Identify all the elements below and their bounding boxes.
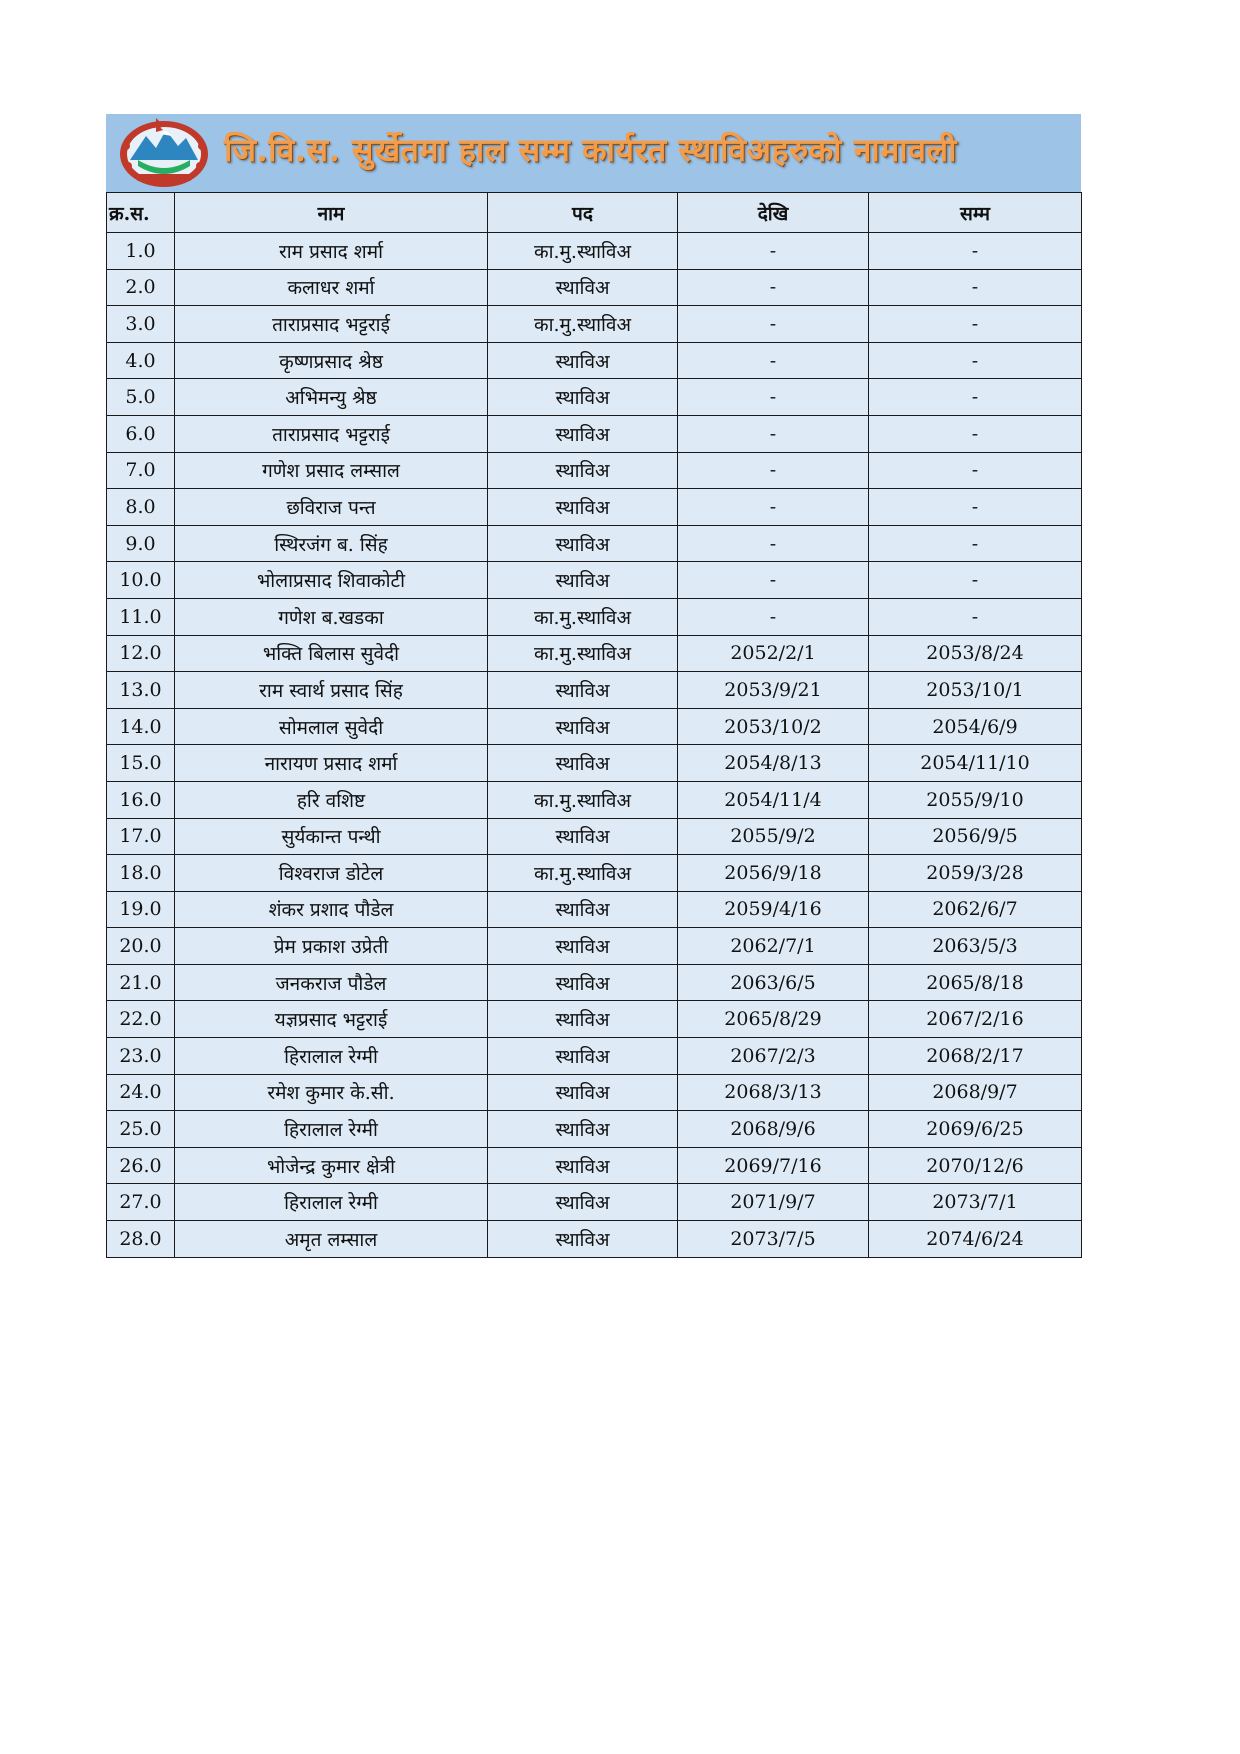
cell-from: 2065/8/29 bbox=[678, 1001, 869, 1038]
cell-serial: 7.0 bbox=[107, 452, 175, 489]
cell-serial: 5.0 bbox=[107, 379, 175, 416]
cell-name: अभिमन्यु श्रेष्ठ bbox=[175, 379, 488, 416]
cell-name: भोजेन्द्र कुमार क्षेत्री bbox=[175, 1147, 488, 1184]
cell-name: कृष्णप्रसाद श्रेष्ठ bbox=[175, 342, 488, 379]
cell-name: हिरालाल रेग्मी bbox=[175, 1111, 488, 1148]
cell-from: 2059/4/16 bbox=[678, 891, 869, 928]
cell-serial: 2.0 bbox=[107, 269, 175, 306]
cell-post: स्थाविअ bbox=[488, 1074, 678, 1111]
cell-serial: 16.0 bbox=[107, 781, 175, 818]
table-row bbox=[107, 891, 1082, 928]
cell-from: 2062/7/1 bbox=[678, 928, 869, 965]
table-row bbox=[107, 1074, 1082, 1111]
cell-serial: 15.0 bbox=[107, 745, 175, 782]
cell-serial: 17.0 bbox=[107, 818, 175, 855]
cell-name: सोमलाल सुवेदी bbox=[175, 708, 488, 745]
cell-to: - bbox=[869, 489, 1082, 526]
header-name: नाम bbox=[175, 193, 488, 233]
table-row bbox=[107, 1221, 1082, 1258]
cell-post: का.मु.स्थाविअ bbox=[488, 635, 678, 672]
cell-from: 2052/2/1 bbox=[678, 635, 869, 672]
cell-from: 2056/9/18 bbox=[678, 855, 869, 892]
cell-from: 2063/6/5 bbox=[678, 964, 869, 1001]
cell-from: - bbox=[678, 598, 869, 635]
header-post: पद bbox=[488, 193, 678, 233]
cell-from: 2069/7/16 bbox=[678, 1147, 869, 1184]
cell-post: स्थाविअ bbox=[488, 1001, 678, 1038]
cell-post: स्थाविअ bbox=[488, 708, 678, 745]
cell-to: 2062/6/7 bbox=[869, 891, 1082, 928]
cell-serial: 22.0 bbox=[107, 1001, 175, 1038]
table-row bbox=[107, 635, 1082, 672]
table-row bbox=[107, 379, 1082, 416]
cell-serial: 14.0 bbox=[107, 708, 175, 745]
cell-name: स्थिरजंग ब. सिंह bbox=[175, 525, 488, 562]
cell-from: 2067/2/3 bbox=[678, 1038, 869, 1075]
cell-name: जनकराज पौडेल bbox=[175, 964, 488, 1001]
nepal-emblem-icon bbox=[116, 116, 212, 190]
cell-serial: 8.0 bbox=[107, 489, 175, 526]
cell-from: - bbox=[678, 525, 869, 562]
cell-post: स्थाविअ bbox=[488, 928, 678, 965]
cell-name: ताराप्रसाद भट्टराई bbox=[175, 306, 488, 343]
table-row bbox=[107, 855, 1082, 892]
cell-to: 2065/8/18 bbox=[869, 964, 1082, 1001]
table-row bbox=[107, 928, 1082, 965]
table-row bbox=[107, 562, 1082, 599]
cell-name: राम प्रसाद शर्मा bbox=[175, 233, 488, 270]
cell-name: गणेश ब.खडका bbox=[175, 598, 488, 635]
table-row bbox=[107, 269, 1082, 306]
cell-to: - bbox=[869, 269, 1082, 306]
cell-to: 2070/12/6 bbox=[869, 1147, 1082, 1184]
cell-name: यज्ञप्रसाद भट्टराई bbox=[175, 1001, 488, 1038]
cell-serial: 4.0 bbox=[107, 342, 175, 379]
table-row bbox=[107, 1038, 1082, 1075]
cell-post: का.मु.स्थाविअ bbox=[488, 855, 678, 892]
title-banner bbox=[106, 114, 1081, 192]
cell-serial: 1.0 bbox=[107, 233, 175, 270]
cell-from: 2073/7/5 bbox=[678, 1221, 869, 1258]
cell-post: स्थाविअ bbox=[488, 415, 678, 452]
cell-to: 2054/11/10 bbox=[869, 745, 1082, 782]
cell-to: - bbox=[869, 233, 1082, 270]
cell-name: कलाधर शर्मा bbox=[175, 269, 488, 306]
cell-post: स्थाविअ bbox=[488, 672, 678, 709]
cell-serial: 13.0 bbox=[107, 672, 175, 709]
cell-to: 2073/7/1 bbox=[869, 1184, 1082, 1221]
cell-post: स्थाविअ bbox=[488, 1038, 678, 1075]
table-row bbox=[107, 525, 1082, 562]
cell-to: 2055/9/10 bbox=[869, 781, 1082, 818]
cell-name: शंकर प्रशाद पौडेल bbox=[175, 891, 488, 928]
cell-to: 2053/8/24 bbox=[869, 635, 1082, 672]
cell-post: का.मु.स्थाविअ bbox=[488, 233, 678, 270]
cell-to: - bbox=[869, 379, 1082, 416]
table-row bbox=[107, 233, 1082, 270]
cell-post: स्थाविअ bbox=[488, 342, 678, 379]
cell-from: 2053/10/2 bbox=[678, 708, 869, 745]
cell-serial: 21.0 bbox=[107, 964, 175, 1001]
cell-post: का.मु.स्थाविअ bbox=[488, 306, 678, 343]
cell-name: विश्वराज डोटेल bbox=[175, 855, 488, 892]
cell-to: 2068/2/17 bbox=[869, 1038, 1082, 1075]
table-row bbox=[107, 415, 1082, 452]
table-row bbox=[107, 781, 1082, 818]
cell-from: 2071/9/7 bbox=[678, 1184, 869, 1221]
cell-from: 2068/3/13 bbox=[678, 1074, 869, 1111]
cell-to: - bbox=[869, 525, 1082, 562]
cell-name: रमेश कुमार के.सी. bbox=[175, 1074, 488, 1111]
document-sheet bbox=[106, 114, 1081, 1258]
cell-serial: 26.0 bbox=[107, 1147, 175, 1184]
table-header-row bbox=[107, 193, 1082, 233]
cell-serial: 23.0 bbox=[107, 1038, 175, 1075]
cell-post: स्थाविअ bbox=[488, 489, 678, 526]
cell-name: नारायण प्रसाद शर्मा bbox=[175, 745, 488, 782]
table-row bbox=[107, 1001, 1082, 1038]
cell-name: राम स्वार्थ प्रसाद सिंह bbox=[175, 672, 488, 709]
cell-post: स्थाविअ bbox=[488, 269, 678, 306]
page-title: जि.वि.स. सुर्खेतमा हाल सम्म कार्यरत स्थाविअहरुको नामावली bbox=[224, 131, 957, 169]
cell-to: 2074/6/24 bbox=[869, 1221, 1082, 1258]
cell-post: स्थाविअ bbox=[488, 1147, 678, 1184]
cell-name: छविराज पन्त bbox=[175, 489, 488, 526]
cell-to: 2069/6/25 bbox=[869, 1111, 1082, 1148]
cell-post: स्थाविअ bbox=[488, 745, 678, 782]
cell-name: सुर्यकान्त पन्थी bbox=[175, 818, 488, 855]
table-body bbox=[107, 233, 1082, 1258]
cell-from: - bbox=[678, 489, 869, 526]
cell-serial: 18.0 bbox=[107, 855, 175, 892]
cell-name: भक्ति बिलास सुवेदी bbox=[175, 635, 488, 672]
cell-to: - bbox=[869, 415, 1082, 452]
cell-serial: 11.0 bbox=[107, 598, 175, 635]
cell-from: - bbox=[678, 342, 869, 379]
cell-to: 2054/6/9 bbox=[869, 708, 1082, 745]
table-row bbox=[107, 964, 1082, 1001]
cell-name: हिरालाल रेग्मी bbox=[175, 1038, 488, 1075]
cell-post: स्थाविअ bbox=[488, 1184, 678, 1221]
cell-serial: 20.0 bbox=[107, 928, 175, 965]
cell-post: स्थाविअ bbox=[488, 452, 678, 489]
table-row bbox=[107, 1147, 1082, 1184]
cell-post: स्थाविअ bbox=[488, 562, 678, 599]
cell-name: ताराप्रसाद भट्टराई bbox=[175, 415, 488, 452]
cell-serial: 3.0 bbox=[107, 306, 175, 343]
cell-from: 2053/9/21 bbox=[678, 672, 869, 709]
cell-serial: 12.0 bbox=[107, 635, 175, 672]
staff-table bbox=[106, 192, 1082, 1258]
cell-to: - bbox=[869, 562, 1082, 599]
table-row bbox=[107, 306, 1082, 343]
table-row bbox=[107, 1111, 1082, 1148]
cell-from: 2068/9/6 bbox=[678, 1111, 869, 1148]
cell-name: भोलाप्रसाद शिवाकोटी bbox=[175, 562, 488, 599]
cell-name: हिरालाल रेग्मी bbox=[175, 1184, 488, 1221]
cell-name: गणेश प्रसाद लम्साल bbox=[175, 452, 488, 489]
cell-to: - bbox=[869, 306, 1082, 343]
cell-name: अमृत लम्साल bbox=[175, 1221, 488, 1258]
cell-from: - bbox=[678, 233, 869, 270]
cell-to: 2059/3/28 bbox=[869, 855, 1082, 892]
header-from: देखि bbox=[678, 193, 869, 233]
cell-to: - bbox=[869, 598, 1082, 635]
cell-post: स्थाविअ bbox=[488, 525, 678, 562]
table-row bbox=[107, 452, 1082, 489]
cell-from: - bbox=[678, 562, 869, 599]
cell-serial: 24.0 bbox=[107, 1074, 175, 1111]
cell-from: - bbox=[678, 415, 869, 452]
cell-from: 2054/8/13 bbox=[678, 745, 869, 782]
cell-serial: 25.0 bbox=[107, 1111, 175, 1148]
cell-to: 2053/10/1 bbox=[869, 672, 1082, 709]
cell-to: 2063/5/3 bbox=[869, 928, 1082, 965]
cell-serial: 10.0 bbox=[107, 562, 175, 599]
cell-to: - bbox=[869, 342, 1082, 379]
cell-name: प्रेम प्रकाश उप्रेती bbox=[175, 928, 488, 965]
cell-serial: 28.0 bbox=[107, 1221, 175, 1258]
cell-from: - bbox=[678, 269, 869, 306]
table-row bbox=[107, 1184, 1082, 1221]
cell-post: स्थाविअ bbox=[488, 818, 678, 855]
cell-to: 2067/2/16 bbox=[869, 1001, 1082, 1038]
cell-serial: 9.0 bbox=[107, 525, 175, 562]
cell-from: 2055/9/2 bbox=[678, 818, 869, 855]
table-row bbox=[107, 745, 1082, 782]
cell-serial: 27.0 bbox=[107, 1184, 175, 1221]
cell-to: - bbox=[869, 452, 1082, 489]
cell-post: स्थाविअ bbox=[488, 1111, 678, 1148]
cell-serial: 19.0 bbox=[107, 891, 175, 928]
cell-post: स्थाविअ bbox=[488, 891, 678, 928]
cell-post: स्थाविअ bbox=[488, 1221, 678, 1258]
cell-from: 2054/11/4 bbox=[678, 781, 869, 818]
table-row bbox=[107, 342, 1082, 379]
table-row bbox=[107, 708, 1082, 745]
cell-name: हरि वशिष्ट bbox=[175, 781, 488, 818]
table-row bbox=[107, 672, 1082, 709]
table-row bbox=[107, 818, 1082, 855]
cell-post: स्थाविअ bbox=[488, 964, 678, 1001]
cell-serial: 6.0 bbox=[107, 415, 175, 452]
cell-to: 2068/9/7 bbox=[869, 1074, 1082, 1111]
cell-post: का.मु.स्थाविअ bbox=[488, 781, 678, 818]
cell-post: का.मु.स्थाविअ bbox=[488, 598, 678, 635]
header-serial: क्र.स. bbox=[107, 193, 175, 233]
table-row bbox=[107, 598, 1082, 635]
cell-post: स्थाविअ bbox=[488, 379, 678, 416]
cell-from: - bbox=[678, 306, 869, 343]
table-row bbox=[107, 489, 1082, 526]
cell-to: 2056/9/5 bbox=[869, 818, 1082, 855]
header-to: सम्म bbox=[869, 193, 1082, 233]
cell-from: - bbox=[678, 452, 869, 489]
cell-from: - bbox=[678, 379, 869, 416]
